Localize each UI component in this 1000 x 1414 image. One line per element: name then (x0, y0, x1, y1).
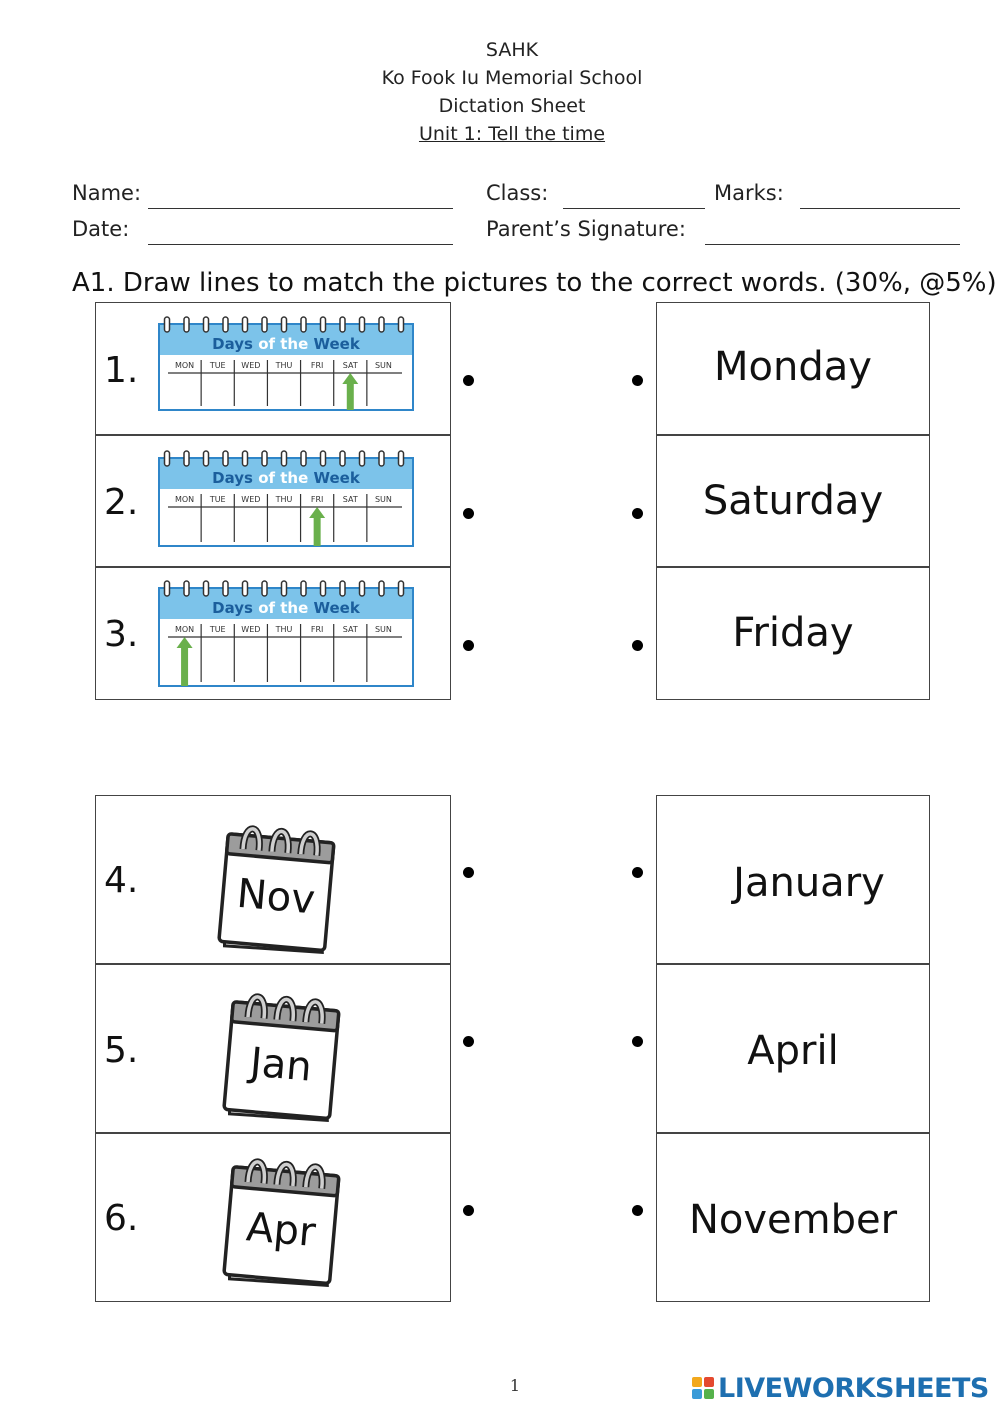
binding-ring-icon (262, 581, 267, 596)
binding-ring-icon (165, 317, 170, 332)
calendar-pad (224, 1160, 340, 1288)
binding-ring-icon (282, 581, 287, 596)
calendar-pad (219, 827, 335, 955)
weekday-label: SAT (342, 495, 358, 504)
binding-ring-icon (243, 317, 248, 332)
item-number: 2. (104, 482, 139, 523)
match-dot-left[interactable] (463, 1205, 474, 1216)
brand-name: LIVEWORKSHEETS (718, 1372, 989, 1404)
weekday-label: SUN (374, 625, 392, 634)
item-number: 4. (104, 860, 139, 901)
days-of-week-calendar (158, 580, 414, 688)
signature-field[interactable] (705, 244, 960, 245)
weekday-label: SUN (374, 361, 392, 370)
binding-ring-icon (165, 451, 170, 466)
calendar-title: Days of the Week (212, 469, 360, 487)
arrow-shaft (347, 382, 354, 410)
row-divider (95, 963, 451, 965)
sheet-title: Dictation Sheet (438, 95, 586, 117)
marks-label: Marks: (714, 181, 784, 205)
weekday-label: FRI (310, 361, 324, 370)
row-divider (95, 434, 451, 436)
binding-ring-icon (165, 581, 170, 596)
weekday-label: SAT (342, 361, 358, 370)
binding-ring-icon (399, 451, 404, 466)
date-label: Date: (72, 217, 130, 241)
weekday-label: FRI (310, 495, 324, 504)
match-dot-right[interactable] (632, 375, 643, 386)
binding-ring-icon (340, 317, 345, 332)
match-dot-right[interactable] (632, 1205, 643, 1216)
binding-ring-icon (184, 581, 189, 596)
binding-ring-icon (321, 581, 326, 596)
binding-ring-icon (301, 581, 306, 596)
binding-ring-icon (360, 581, 365, 596)
month-label: Jan (248, 1039, 314, 1091)
binding-ring-icon (399, 581, 404, 596)
arrow-shaft (314, 516, 321, 546)
days-of-week-calendar (158, 450, 414, 548)
weekday-label: SUN (374, 495, 392, 504)
binding-ring-icon (340, 581, 345, 596)
binding-ring-icon (301, 451, 306, 466)
marks-field[interactable] (800, 208, 960, 209)
match-dot-left[interactable] (463, 1036, 474, 1047)
binding-ring-icon (184, 317, 189, 332)
item-number: 6. (104, 1198, 139, 1239)
weekday-label: TUE (209, 361, 226, 370)
binding-ring-icon (243, 451, 248, 466)
month-calendar-icon (205, 978, 355, 1123)
match-dot-right[interactable] (632, 867, 643, 878)
word-option: Saturday (702, 478, 884, 524)
binding-ring-icon (204, 581, 209, 596)
signature-label: Parent’s Signature: (486, 217, 686, 241)
word-option: April (747, 1028, 839, 1074)
binding-ring-icon (262, 451, 267, 466)
org-title: SAHK (485, 39, 539, 61)
word-option: Monday (714, 344, 872, 390)
page-number: 1 (509, 1376, 521, 1395)
binding-ring-icon (204, 317, 209, 332)
row-divider (656, 434, 930, 436)
month-label: Apr (244, 1204, 318, 1257)
binding-ring-icon (243, 581, 248, 596)
binding-ring-icon (340, 451, 345, 466)
weekday-label: MON (174, 361, 195, 370)
weekday-label: WED (241, 361, 261, 370)
weekday-label: MON (174, 495, 195, 504)
weekday-label: TUE (209, 495, 226, 504)
binding-ring-icon (321, 451, 326, 466)
weekday-label: TUE (209, 625, 226, 634)
row-divider (656, 566, 930, 568)
match-dot-right[interactable] (632, 1036, 643, 1047)
month-calendar-icon (200, 810, 350, 955)
binding-ring-icon (301, 317, 306, 332)
date-field[interactable] (148, 244, 453, 245)
match-dot-left[interactable] (463, 867, 474, 878)
match-dot-right[interactable] (632, 508, 643, 519)
weekday-label: MON (174, 625, 195, 634)
name-label: Name: (72, 181, 142, 205)
weekday-label: WED (241, 495, 261, 504)
binding-ring-icon (223, 317, 228, 332)
binding-ring-icon (282, 451, 287, 466)
month-label: Nov (235, 870, 317, 924)
binding-ring-icon (379, 451, 384, 466)
row-divider (95, 1132, 451, 1134)
match-dot-left[interactable] (463, 508, 474, 519)
weekday-label: THU (275, 361, 293, 370)
weekday-label: THU (275, 625, 293, 634)
binding-ring-icon (262, 317, 267, 332)
binding-ring-icon (399, 317, 404, 332)
weekday-label: FRI (310, 625, 324, 634)
word-option: January (733, 860, 885, 906)
row-divider (95, 566, 451, 568)
binding-ring-icon (184, 451, 189, 466)
calendar-pad (224, 995, 340, 1123)
binding-ring-icon (379, 581, 384, 596)
days-of-week-calendar (158, 316, 414, 412)
item-number: 3. (104, 614, 139, 655)
class-field[interactable] (563, 208, 705, 209)
binding-ring-icon (360, 317, 365, 332)
weekday-label: THU (275, 495, 293, 504)
match-dot-right[interactable] (632, 640, 643, 651)
arrow-shaft (181, 646, 188, 686)
binding-ring-icon (282, 317, 287, 332)
liveworksheets-logo[interactable] (692, 1373, 989, 1403)
row-divider (656, 1132, 930, 1134)
binding-ring-icon (379, 317, 384, 332)
item-number: 5. (104, 1030, 139, 1071)
binding-ring-icon (223, 451, 228, 466)
school-name: Ko Fook Iu Memorial School (381, 67, 643, 89)
word-option: November (688, 1197, 898, 1243)
weekday-label: WED (241, 625, 261, 634)
binding-ring-icon (360, 451, 365, 466)
month-calendar-icon (205, 1143, 355, 1288)
instruction: A1. Draw lines to match the pictures to the correct words. (30%, @5%) (72, 268, 997, 298)
class-label: Class: (486, 181, 549, 205)
match-dot-left[interactable] (463, 640, 474, 651)
word-option: Friday (732, 610, 854, 656)
binding-ring-icon (204, 451, 209, 466)
logo-tiles-icon (692, 1377, 714, 1399)
binding-ring-icon (321, 317, 326, 332)
match-dot-left[interactable] (463, 375, 474, 386)
calendar-title: Days of the Week (212, 335, 360, 353)
row-divider (656, 963, 930, 965)
item-number: 1. (104, 350, 139, 391)
calendar-title: Days of the Week (212, 599, 360, 617)
name-field[interactable] (148, 208, 453, 209)
unit-title: Unit 1: Tell the time (418, 123, 606, 145)
binding-ring-icon (223, 581, 228, 596)
weekday-label: SAT (342, 625, 358, 634)
